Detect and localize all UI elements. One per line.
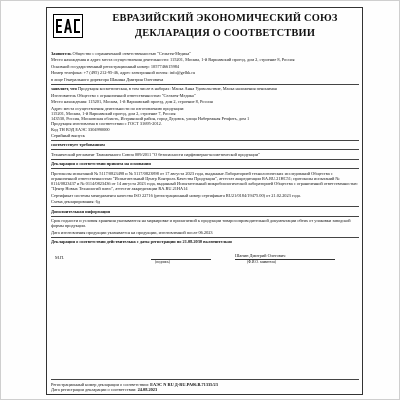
applicant-head: в лице Генерального директора Шанина Дмитрия Олеговича <box>51 76 164 82</box>
divider <box>51 379 359 380</box>
applicant-ogrn: Основной государственный регистрационный номер: 1057746615984 <box>51 63 180 69</box>
applicant-label: Заявитель <box>51 51 72 56</box>
manufacturer-address4: 143530, Россия, Московская область, Истринский район, город Дедовск, улица Набережная Речфоть, дом 1 <box>51 116 250 121</box>
signature-block <box>51 249 359 271</box>
divider <box>51 159 359 160</box>
document-header <box>49 9 361 45</box>
declaration-title: ДЕКЛАРАЦИЯ О СООТВЕТСТВИИ <box>134 28 316 39</box>
basis-text2: Сертификат системы менеджмента качества ISO 22716 (регистрационный номер сертификата RU21/0184/19475.00) от 21.02.2023 года. <box>51 192 301 198</box>
manufacturer-tnved: Код ТН ВЭД ЕАЭС 3304990000 <box>51 126 110 132</box>
registration-number-label: Регистрационный номер декларации о соответствии: <box>51 381 151 387</box>
additional-text: Срок годности и условия хранения указываются на маркировке и прилагаемой к продукции товаросопроводительной документации обеих от упаковки заводской формы продукции. <box>51 218 351 229</box>
registration-date-line <box>51 387 359 392</box>
eac-mark-icon <box>53 14 83 38</box>
applicant-name: Общество с ограниченной ответственностью "Сельтея-Медика" <box>71 51 192 56</box>
basis-text1: Протоколы испытаний № 5117/0823498 и № 5117/0823898 от 17 августа 2023 года, выданные Лабораторией технологических исследований Общества с ограниченной ответственностью "Испытательный Центр Контроль Качества Продукции", аттестат аккредитации RA.RU.21HC51; протоколы испытаний № 0114/0823437 и № 0114/0823436 от 14 августа 2023 года, выданный Испытательный микробиологической лабораторией Общества с ограниченной ответственностью "Центр Новых Технологий плюс", аттестат аккредитации RA.RU.21HA14 <box>51 170 358 192</box>
declares-line <box>51 86 359 91</box>
applicant-line <box>51 51 359 56</box>
basis-label: Декларация о соответствии принята на основании <box>51 161 151 167</box>
divider <box>51 237 359 238</box>
signature-caption: (подпись) <box>155 260 170 265</box>
validity-text: Декларация о соответствии действительна с даты регистрации по 21.08.2030 включительно <box>51 239 233 245</box>
document-body <box>51 51 359 271</box>
registration-number: ЕАЭС N RU Д-RU.PA06.B.71335/23 <box>150 381 218 387</box>
declares-label: заявляет, что <box>51 86 77 92</box>
signatory-name: Шанин Дмитрий Олегович <box>235 252 286 258</box>
declares-text: Продукция косметическая, в том числе в наборах: Маска Анна Удовольствие, Маска наложения пенонимая <box>76 86 277 92</box>
union-title: ЕВРАЗИЙСКИЙ ЭКОНОМИЧЕСКИЙ СОЮЗ <box>112 13 338 24</box>
manufacturer-name: Изготовитель Общество с ограниченной ответственностью "Сельтея-Медика" <box>51 92 196 98</box>
registration-date-label: Дата регистрации декларации о соответствии: <box>51 386 138 392</box>
additional-label: Дополнительная информация <box>51 208 111 214</box>
applicant-contacts: Номер телефона: +7 (495) 212-95-46, адрес электронной почты: info@gelbk.ru <box>51 70 195 76</box>
manufacturer-address1: Место нахождения: 115201, Москва, 1-й Варшавский проезд, дом 2, строение 8, Россия <box>51 99 213 105</box>
divider <box>51 140 359 141</box>
registration-date: 24.08.2023 <box>137 386 158 392</box>
divider <box>51 84 359 85</box>
manufacturer-address3: 115201, Москва, 1-й Варшавский проезд, дом 2, строение 7, Россия <box>51 110 176 116</box>
divider <box>51 206 359 207</box>
divider <box>51 149 359 150</box>
eac-logo <box>51 11 85 41</box>
applicant-address: Место нахождения и адрес места осуществления деятельности: 115201, Москва, 1-й Варшавский проезд, дом 2, строение 8, Россия <box>51 57 295 63</box>
requirements-label: соответствует требованиям <box>51 142 105 148</box>
divider <box>51 168 359 169</box>
stamp-place: М.П. <box>55 254 65 260</box>
divider <box>51 216 359 217</box>
signatory-caption: (Ф.И.О. заявителя) <box>247 260 276 265</box>
additional-date-note: Дата изготовления продукции указывается на продукции, изготовленной после 06.2023 <box>51 229 213 235</box>
requirements-text: Технический регламент Таможенного Союза 009/2011 "О безопасности парфюмерно-косметической продукции" <box>51 151 260 157</box>
basis-scheme: Схема декларирования: 6д <box>51 199 101 205</box>
registration-block <box>51 379 359 392</box>
manufacturer-address2: Адрес места осуществления деятельности по изготовлению продукции: <box>51 105 185 111</box>
manufacturer-standard: Продукция изготовлена в соответствии с ГОСТ 31695-2012. <box>51 121 162 127</box>
manufacturer-serial: Серийный выпуск <box>51 132 85 138</box>
